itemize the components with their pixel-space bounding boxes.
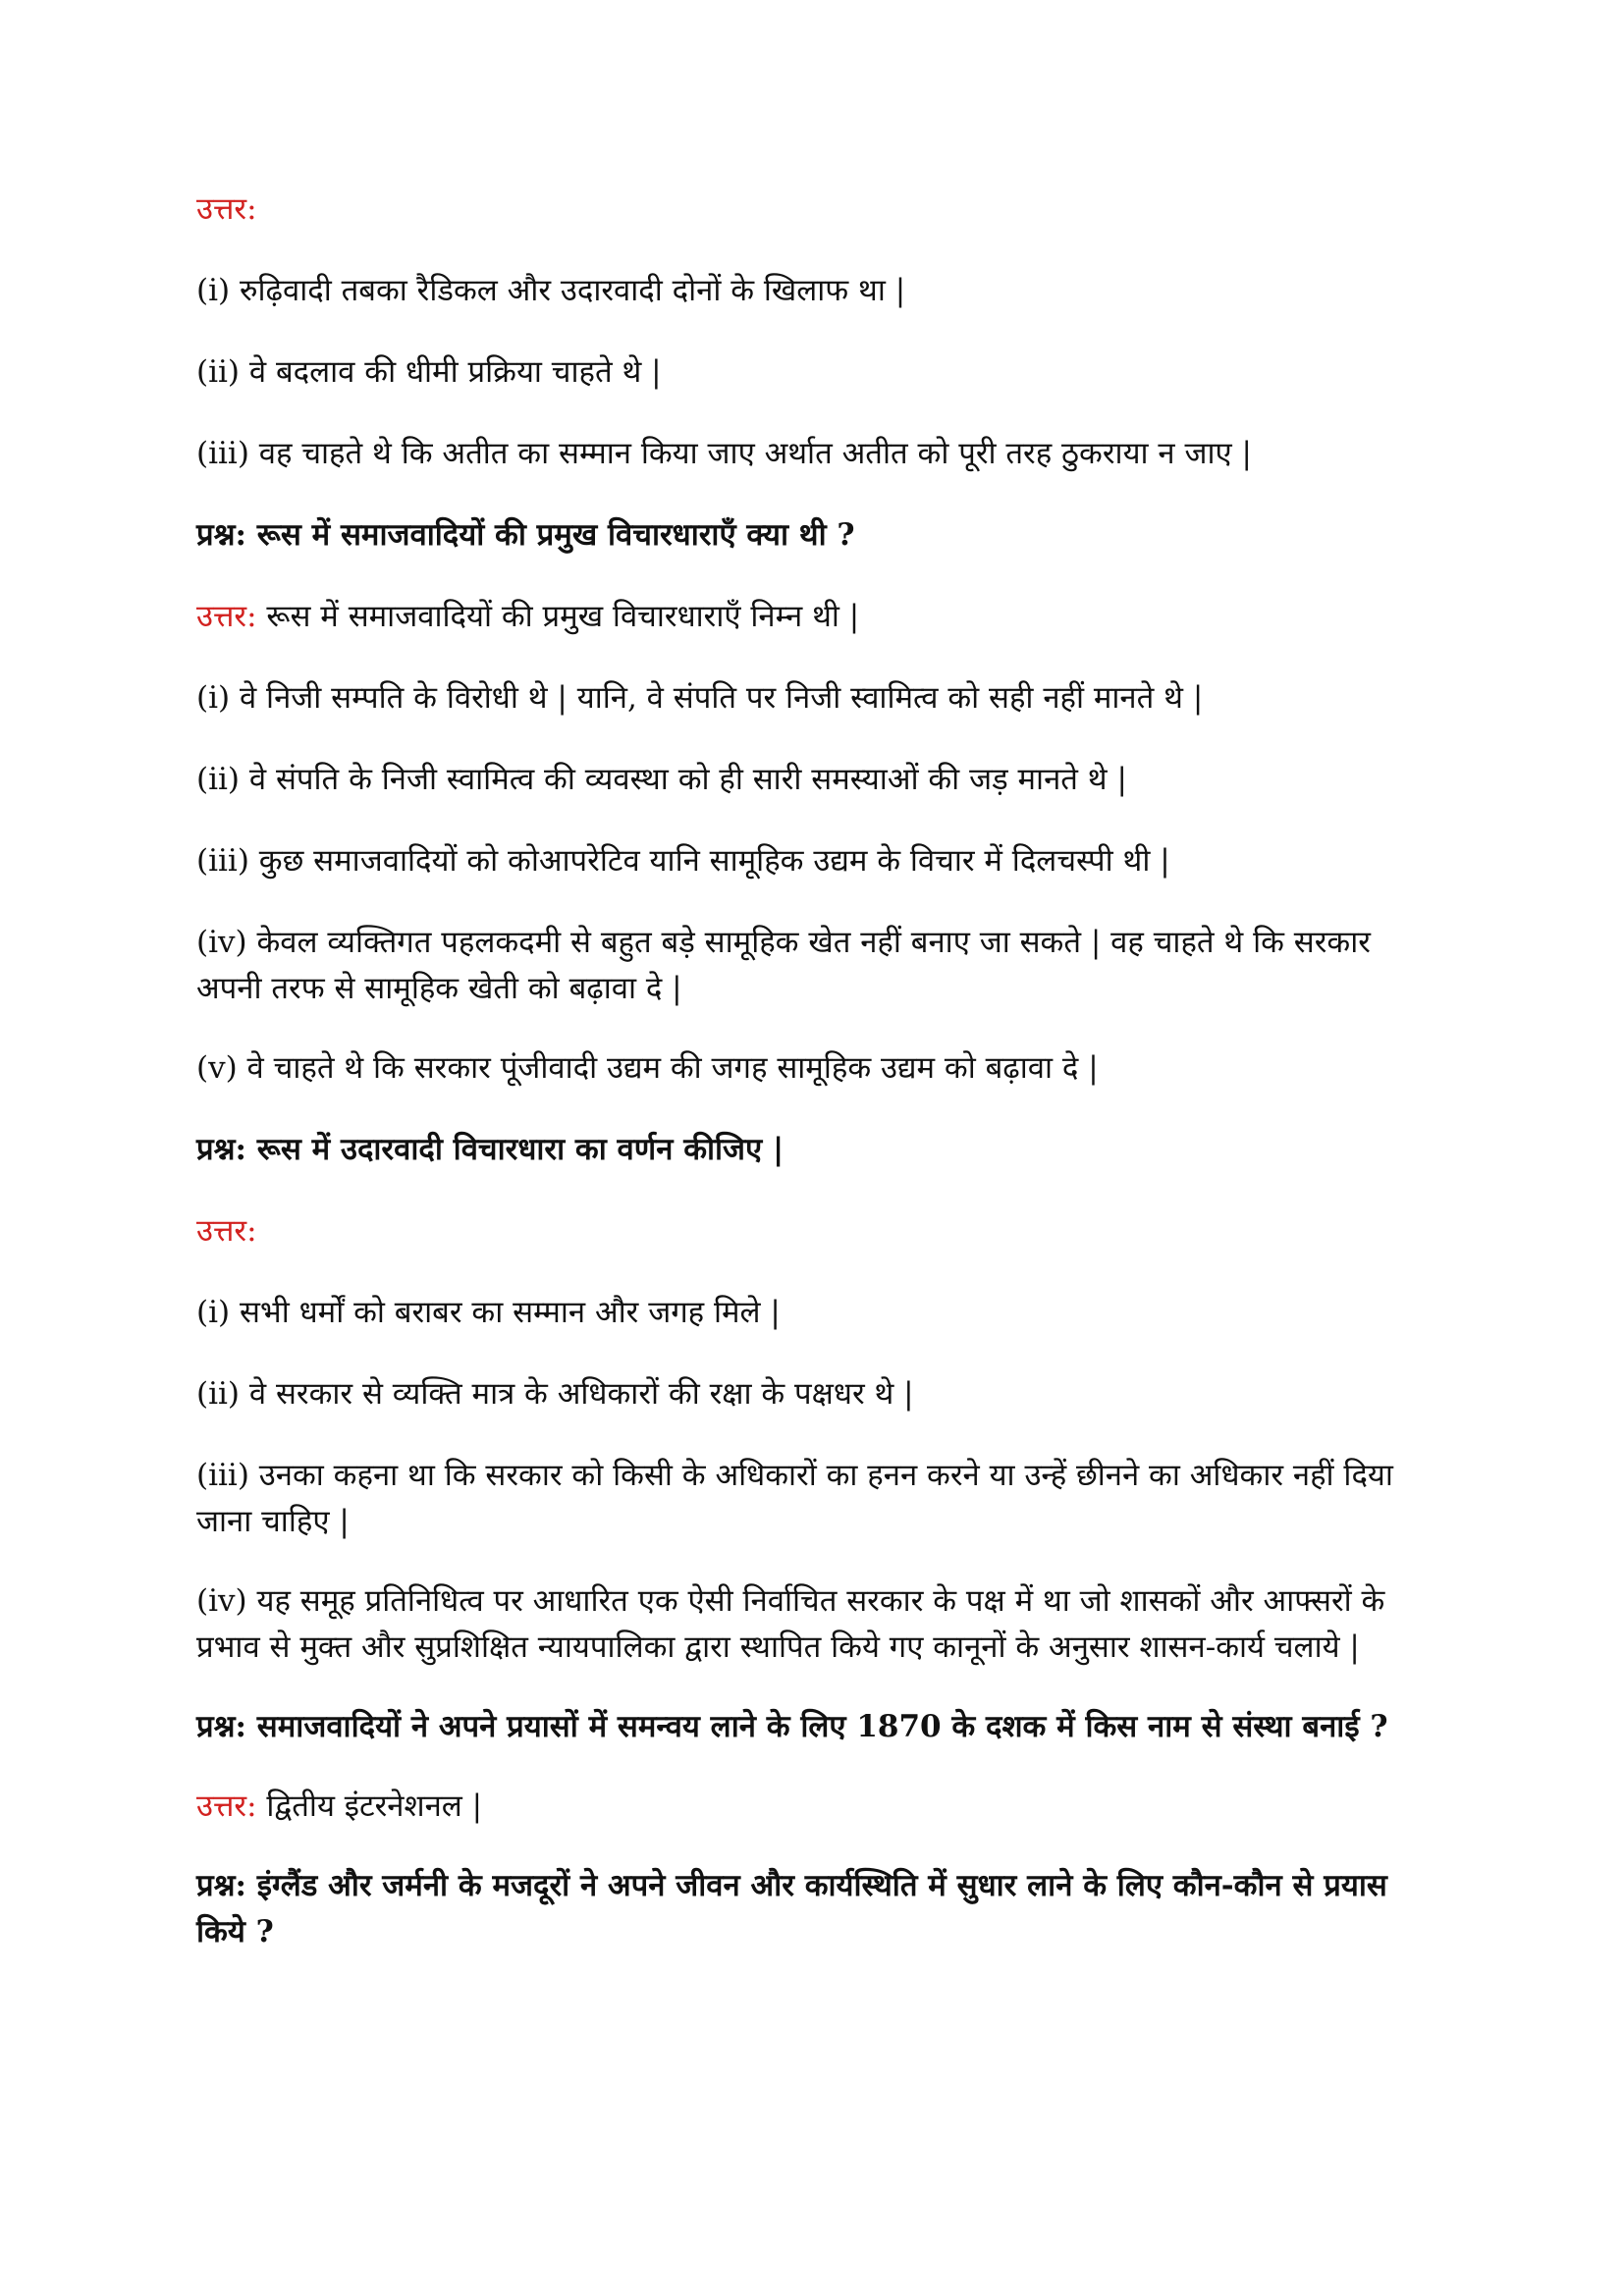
answer-label: उत्तर:	[196, 1789, 257, 1824]
answer-label: उत्तर:	[196, 1213, 257, 1249]
question-heading: प्रश्न: रूस में समाजवादियों की प्रमुख विचारधाराएँ क्या थी ?	[196, 517, 855, 553]
answer-label: उत्तर:	[196, 191, 257, 227]
answer-heading	[196, 1208, 1434, 1255]
answer-item: (v) वे चाहते थे कि सरकार पूंजीवादी उद्यम की जगह सामूहिक उद्यम को बढ़ावा दे |	[196, 1050, 1099, 1086]
question-heading: प्रश्न: इंग्लैंड और जर्मनी के मजदूरों ने अपने जीवन और कार्यस्थिति में सुधार लाने के लिए कौन-कौन से प्रयास किये ?	[196, 1868, 1387, 1949]
question-heading: प्रश्न: समाजवादियों ने अपने प्रयासों में समन्वय लाने के लिए 1870 के दशक में किस नाम से संस्था बनाई ?	[196, 1709, 1388, 1744]
answer-item: (i) सभी धर्मों को बराबर का सम्मान और जगह मिले |	[196, 1295, 781, 1330]
answer-heading	[196, 187, 1434, 233]
answer-item: (iv) केवल व्यक्तिगत पहलकदमी से बहुत बड़े सामूहिक खेत नहीं बनाए जा सकते | वह चाहते थे कि सरकार अपनी तरफ से सामूहिक खेती को बढ़ावा दे |	[196, 925, 1371, 1006]
answer-item: (iii) कुछ समाजवादियों को कोआपरेटिव यानि सामूहिक उद्यम के विचार में दिलचस्पी थी |	[196, 843, 1170, 879]
answer-item: (iv) यह समूह प्रतिनिधित्व पर आधारित एक ऐसी निर्वाचित सरकार के पक्ष में था जो शासकों और आफ्सरों के प्रभाव से मुक्त और सुप्रशिक्षित न्यायपालिका द्वारा स्थापित किये गए कानूनों के अनुसार शासन-कार्य चलाये |	[196, 1583, 1385, 1665]
answer-text: रूस में समाजवादियों की प्रमुख विचारधाराएँ निम्न थी |	[256, 599, 860, 634]
answer-item: (ii) वे बदलाव की धीमी प्रक्रिया चाहते थे |	[196, 354, 662, 390]
question-heading: प्रश्न: रूस में उदारवादी विचारधारा का वर्णन कीजिए |	[196, 1132, 784, 1167]
answer-heading	[196, 1784, 1434, 1830]
answer-item: (iii) उनका कहना था कि सरकार को किसी के अधिकारों का हनन करने या उन्हें छीनने का अधिकार नहीं दिया जाना चाहिए |	[196, 1458, 1393, 1539]
answer-item: (ii) वे सरकार से व्यक्ति मात्र के अधिकारों की रक्षा के पक्षधर थे |	[196, 1376, 914, 1412]
answer-item: (i) रुढ़िवादी तबका रैडिकल और उदारवादी दोनों के खिलाफ था |	[196, 273, 906, 308]
answer-item: (i) वे निजी सम्पति के विरोधी थे | यानि, वे संपति पर निजी स्वामित्व को सही नहीं मानते थे |	[196, 680, 1204, 716]
document-page	[196, 187, 1434, 1955]
answer-heading	[196, 594, 1434, 640]
answer-text: द्वितीय इंटरनेशनल |	[256, 1789, 483, 1824]
answer-item: (ii) वे संपति के निजी स्वामित्व की व्यवस्था को ही सारी समस्याओं की जड़ मानते थे |	[196, 762, 1127, 797]
answer-item: (iii) वह चाहते थे कि अतीत का सम्मान किया जाए अर्थात अतीत को पूरी तरह ठुकराया न जाए |	[196, 436, 1252, 471]
answer-label: उत्तर:	[196, 599, 257, 634]
